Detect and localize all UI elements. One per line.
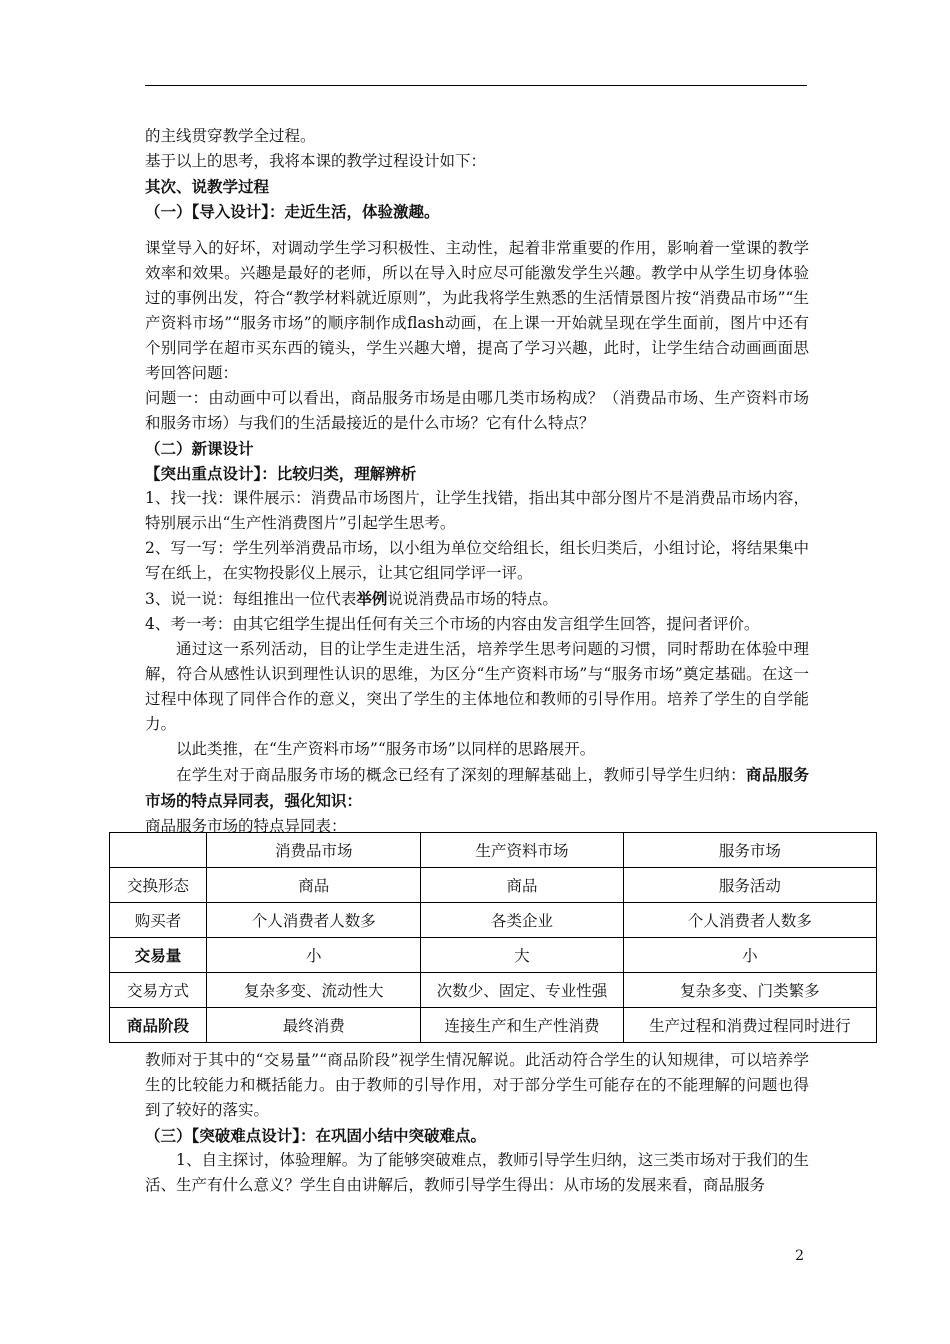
- table-cell: 最终消费: [207, 1008, 421, 1043]
- table-cell: 商品: [421, 868, 623, 903]
- table-header-cell: 服务市场: [623, 833, 876, 868]
- paragraph-question-one: 问题一：由动画中可以看出，商品服务市场是由哪几类市场构成？（消费品市场、生产资料市场和服务市场）与我们的生活最接近的是什么市场？它有什么特点？: [145, 389, 809, 432]
- heading-new-lesson: （二）新课设计: [145, 439, 254, 458]
- step-3-pre: 3、说一说：每组推出一位代表: [145, 590, 357, 608]
- paragraph-intro: 课堂导入的好坏，对调动学生学习积极性、主动性，起着非常重要的作用，影响着一堂课的教学效率和效果。兴趣是最好的老师，所以在导入时应尽可能激发学生兴趣。教学中从学生切身体验过的事例出发，符合“教学材料就近原则”，为此我将学生熟悉的生活情景图片按“消费品市场”“生产资料市场”“服务市场”的顺序制作成flash动画，在上课一开始就呈现在学生面前，图片中还有个别同学在超市买东西的镜头，学生兴趣大增，提高了学习兴趣，此时，让学生结合动画画面思考回答问题：: [145, 239, 809, 382]
- table-cell: 生产过程和消费过程同时进行: [623, 1008, 876, 1043]
- header-rule: [145, 85, 807, 86]
- table-row-label: 商品阶段: [110, 1008, 207, 1043]
- table-cell: 复杂多变、流动性大: [207, 973, 421, 1008]
- table-row: [110, 903, 877, 938]
- paragraph-summary-2: 以此类推，在“生产资料市场”“服务市场”以同样的思路展开。: [176, 740, 596, 758]
- heading-intro-design: （一）【导入设计】：走近生活，体验激趣。: [145, 202, 440, 221]
- paragraph-plan: 基于以上的思考，我将本课的教学过程设计如下：: [145, 152, 487, 170]
- table-caption: 商品服务市场的特点异同表：: [145, 817, 347, 835]
- table-header-cell: 生产资料市场: [421, 833, 623, 868]
- table-cell: 小: [207, 938, 421, 973]
- step-3-post: 说说消费品市场的特点。: [387, 590, 558, 608]
- step-3-keyword: 举例: [356, 589, 388, 608]
- step-3: [145, 586, 809, 612]
- table-row-label: 购买者: [110, 903, 207, 938]
- comparison-table: [109, 832, 877, 1043]
- paragraph-continuation: 的主线贯穿教学全过程。: [145, 127, 316, 145]
- table-row-label: 交换形态: [110, 868, 207, 903]
- table-cell: 次数少、固定、专业性强: [421, 973, 623, 1008]
- heading-key-point: 【突出重点设计】：比较归类，理解辨析: [145, 464, 417, 483]
- table-cell: 小: [623, 938, 876, 973]
- table-cell: 商品: [207, 868, 421, 903]
- paragraph-section-three: 1、自主探讨，体验理解。为了能够突破难点，教师引导学生归纳，这三类市场对于我们的生活、生产有什么意义？学生自由讲解后，教师引导学生得出：从市场的发展来看，商品服务: [145, 1151, 809, 1194]
- step-1: 1、找一找：课件展示：消费品市场图片，让学生找错，指出其中部分图片不是消费品市场内容，特别展示出“生产性消费图片”引起学生思考。: [145, 489, 809, 532]
- step-4: 4、考一考：由其它组学生提出任何有关三个市场的内容由发言组学生回答，提问者评价。: [145, 615, 760, 633]
- summary-3-bold: 商品服务市场的特点异同表，强化知识：: [145, 765, 809, 810]
- paragraph-summary-3: [145, 762, 809, 814]
- table-row-label: 交易方式: [110, 973, 207, 1008]
- table-header-cell: 消费品市场: [207, 833, 421, 868]
- table-header-row: [110, 833, 877, 868]
- summary-3-pre: 在学生对于商品服务市场的概念已经有了深刻的理解基础上，教师引导学生归纳：: [176, 766, 746, 784]
- paragraph-summary-1: 通过这一系列活动，目的让学生走进生活，培养学生思考问题的习惯，同时帮助在体验中理解，符合从感性认识到理性认识的思维，为区分“生产资料市场”与“服务市场”奠定基础。在这一过程中体现了同伴合作的意义，突出了学生的主体地位和教师的引导作用。培养了学生的自学能力。: [145, 640, 809, 733]
- page-body-bottom: [145, 1048, 809, 1198]
- table-row: [110, 973, 877, 1008]
- paragraph-after-table: 教师对于其中的“交易量”“商品阶段”视学生情况解说。此活动符合学生的认知规律，可以培养学生的比较能力和概括能力。由于教师的引导作用，对于部分学生可能存在的不能理解的问题也得到了较好的落实。: [145, 1051, 809, 1119]
- table-cell: 个人消费者人数多: [207, 903, 421, 938]
- table-cell: 个人消费者人数多: [623, 903, 876, 938]
- table-row-label: 交易量: [110, 938, 207, 973]
- table-cell: 连接生产和生产性消费: [421, 1008, 623, 1043]
- page-body-top: [145, 124, 809, 839]
- table-cell: 服务活动: [623, 868, 876, 903]
- table-row: [110, 938, 877, 973]
- table-cell: 大: [421, 938, 623, 973]
- heading-teaching-process: 其次、说教学过程: [145, 177, 270, 196]
- page-number: 2: [795, 1248, 804, 1264]
- table-cell: 复杂多变、门类繁多: [623, 973, 876, 1008]
- step-2: 2、写一写：学生列举消费品市场，以小组为单位交给组长，组长归类后，小组讨论，将结果集中写在纸上，在实物投影仪上展示，让其它组同学评一评。: [145, 539, 809, 582]
- table-header-cell: [110, 833, 207, 868]
- heading-difficult-point: （三）【突破难点设计】：在巩固小结中突破难点。: [145, 1126, 487, 1145]
- table-cell: 各类企业: [421, 903, 623, 938]
- table-row: [110, 868, 877, 903]
- table-row: [110, 1008, 877, 1043]
